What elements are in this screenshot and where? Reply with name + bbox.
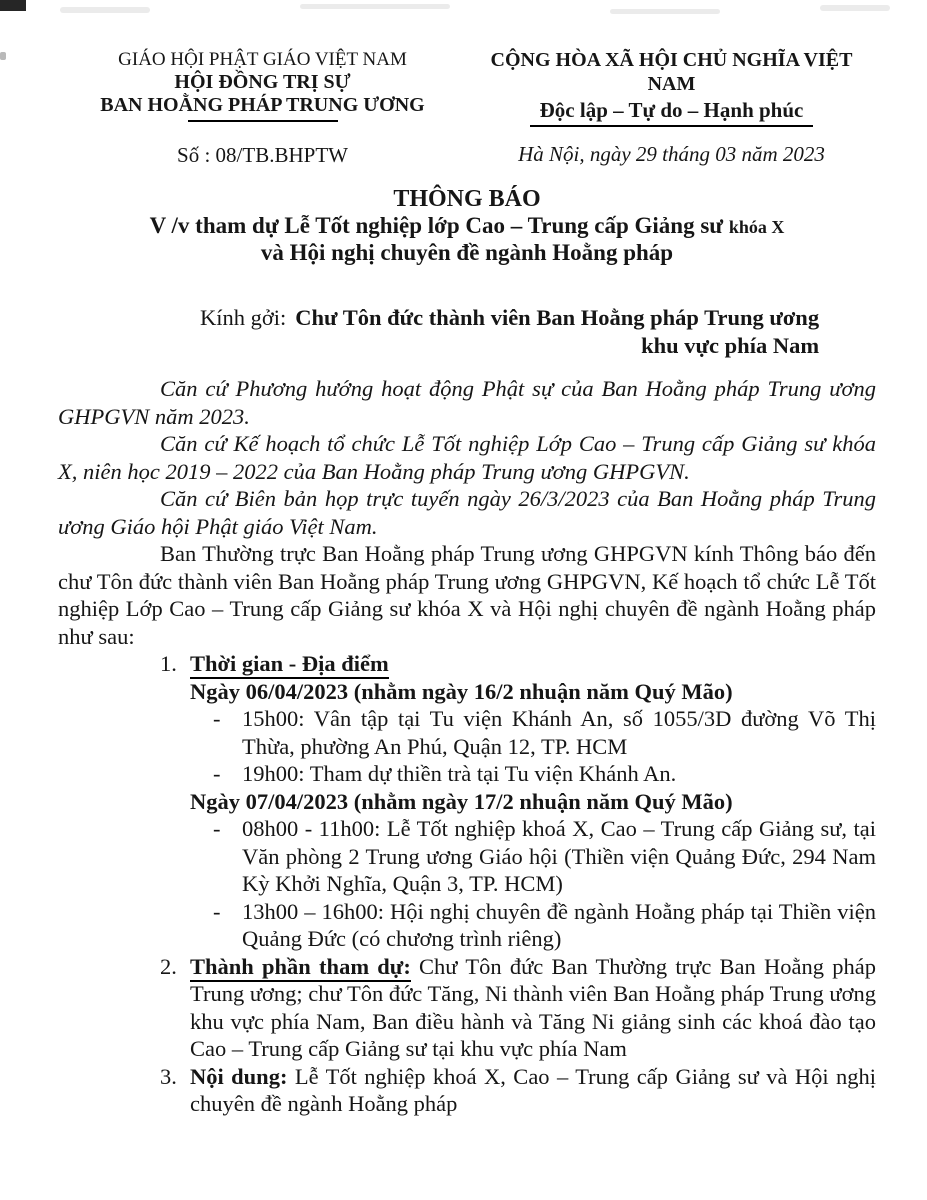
letterhead [58,48,876,168]
section-2-participants [160,953,876,1063]
day1-bullet-2-text: 19h00: Tham dự thiền trà tại Tu viện Khánh An. [242,761,677,786]
scan-edge-dot [0,52,6,60]
section-3-content [160,1063,876,1118]
day2-bullet-1 [190,815,876,898]
national-title: CỘNG HÒA XÃ HỘI CHỦ NGHĨA VIỆT NAM [490,49,853,95]
document-subject-line1 [58,213,876,240]
section-1-number: 1. [160,651,177,676]
day2-heading: Ngày 07/04/2023 (nhằm ngày 17/2 nhuận năm Quý Mão) [190,788,733,814]
document-title: THÔNG BÁO [393,186,541,212]
section-2-text: Chư Tôn đức Ban Thường trực Ban Hoằng pháp Trung ương; chư Tôn đức Tăng, Ni thành viên Ban Hoằng pháp Trung ương khu vực phía Nam, Ban điều hành và Tăng Ni giảng sinh các khoá đào tạo Cao – Trung cấp Giảng sư tại khu vực phía Nam [190,953,876,1061]
scan-smudge [610,9,720,14]
day1-bullet-1 [190,705,876,760]
day1-bullet-2 [190,760,876,788]
section-1-time-place [160,650,876,953]
national-motto: Độc lập – Tự do – Hạnh phúc [530,98,814,127]
section-3-number: 3. [160,1063,177,1089]
org-name-line1: GIÁO HỘI PHẬT GIÁO VIỆT NAM [118,49,407,70]
scan-smudge [820,5,890,11]
whereas-paragraph-2: Căn cứ Kế hoạch tổ chức Lễ Tốt nghiệp Lớp Cao – Trung cấp Giảng sư khóa X, niên học 2019 – 2022 của Ban Hoằng pháp Trung ương GHPGVN. [58,431,876,484]
day2-bullet-1-text: 08h00 - 11h00: Lễ Tốt nghiệp khoá X, Cao – Trung cấp Giảng sư, tại Văn phòng 2 Trung ương Giáo hội (Thiền viện Quảng Đức, 294 Nam Kỳ Khởi Nghĩa, Quận 3, TP. HCM) [242,816,876,896]
recipient-name: Chư Tôn đức thành viên Ban Hoằng pháp Trung ương [295,305,820,330]
recipient-region: khu vực phía Nam [641,333,820,358]
section-3-text: Lễ Tốt nghiệp khoá X, Cao – Trung cấp Giảng sư và Hội nghị chuyên đề ngành Hoằng pháp [190,1063,876,1116]
scan-smudge [300,4,450,9]
day1-heading: Ngày 06/04/2023 (nhằm ngày 16/2 nhuận năm Quý Mão) [190,678,733,704]
day2-bullet-2 [190,898,876,953]
whereas-paragraph-1: Căn cứ Phương hướng hoạt động Phật sự của Ban Hoằng pháp Trung ương GHPGVN năm 2023. [58,376,876,429]
scan-smudge [60,7,150,13]
section-3-heading: Nội dung: [190,1063,288,1089]
subject-main-text: V /v tham dự Lễ Tốt nghiệp lớp Cao – Trung cấp Giảng sư [149,213,724,238]
org-divider-rule [188,120,338,122]
bullet-dash: - [213,898,221,924]
announcement-paragraph: Ban Thường trực Ban Hoằng pháp Trung ương GHPGVN kính Thông báo đến chư Tôn đức thành viên Ban Hoằng pháp Trung ương GHPGVN, Kế hoạch tổ chức Lễ Tốt nghiệp Lớp Cao – Trung cấp Giảng sư khóa X và Hội nghị chuyên đề ngành Hoằng pháp như sau: [58,541,876,649]
bullet-dash: - [213,816,221,841]
place-date-line: Hà Nội, ngày 29 tháng 03 năm 2023 [518,142,825,166]
org-name-line3: BAN HOẰNG PHÁP TRUNG ƯƠNG [100,94,425,116]
salutation-label: Kính gởi: [200,305,287,330]
national-motto-block [467,48,876,167]
document-subject-line2: và Hội nghị chuyên đề ngành Hoằng pháp [260,240,674,265]
subject-small-text: khóa X [728,217,785,237]
bullet-dash: - [213,761,221,786]
salutation-block [200,304,876,360]
scan-corner-mark [0,0,26,11]
numbered-sections [160,650,876,1118]
day1-bullet-1-text: 15h00: Vân tập tại Tu viện Khánh An, số 1055/3D đường Võ Thị Thừa, phường An Phú, Quận 12, TP. HCM [242,706,876,759]
bullet-dash: - [213,706,221,731]
document-body [58,375,876,1118]
issuing-org-block [58,48,467,168]
section-1-heading: Thời gian - Địa điểm [190,651,389,679]
document-number: Số : 08/TB.BHPTW [177,143,348,167]
whereas-paragraph-3: Căn cứ Biên bản họp trực tuyến ngày 26/3/2023 của Ban Hoằng pháp Trung ương Giáo hội Phật giáo Việt Nam. [58,486,876,539]
section-2-heading: Thành phần tham dự: [190,954,411,982]
day2-bullet-2-text: 13h00 – 16h00: Hội nghị chuyên đề ngành Hoằng pháp tại Thiền viện Quảng Đức (có chương trình riêng) [242,898,876,951]
org-name-line2: HỘI ĐỒNG TRỊ SỰ [174,71,351,93]
document-title-block [58,185,876,266]
section-2-number: 2. [160,953,177,979]
